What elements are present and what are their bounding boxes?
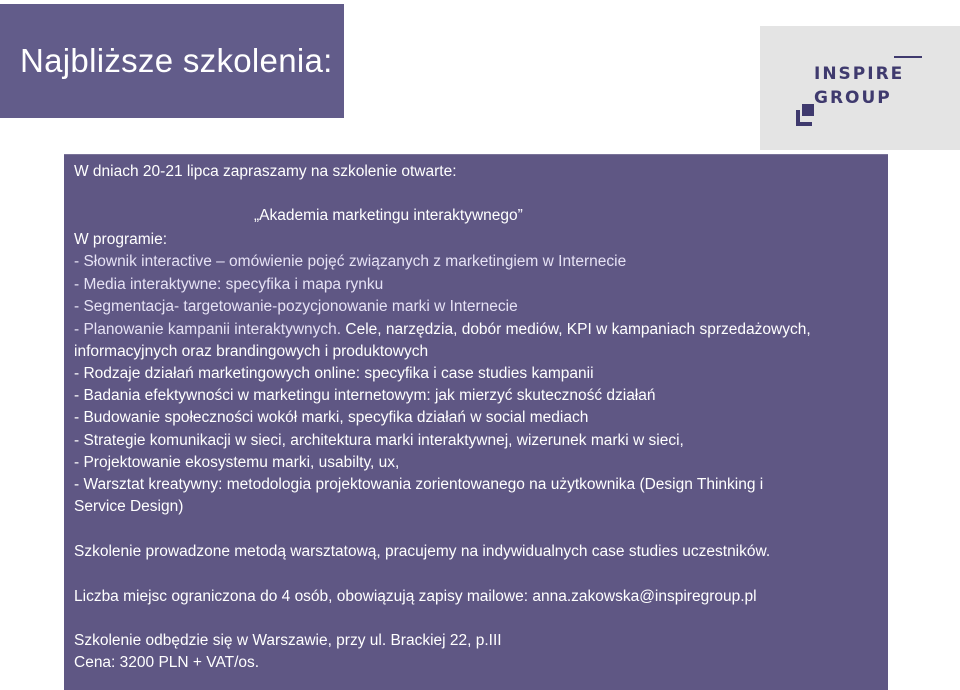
price-text: Cena: 3200 PLN + VAT/os.	[74, 654, 260, 671]
program-label: W programie:	[74, 231, 168, 248]
program-item: - Segmentacja- targetowanie-pozycjonowanie marki w Internecie	[74, 298, 518, 315]
program-item: Service Design)	[74, 498, 184, 515]
logo-text-group: GROUP	[814, 88, 892, 108]
program-item: - Media interaktywne: specyfika i mapa rynku	[74, 276, 384, 293]
location-text: Szkolenie odbędzie się w Warszawie, przy ul. Brackiej 22, p.III	[74, 632, 502, 649]
limit-text: Liczba miejsc ograniczona do 4 osób, obowiązują zapisy mailowe: anna.zakowska@inspiregroup.pl	[74, 588, 757, 605]
program-item: - Budowanie społeczności wokół marki, specyfika działań w social mediach	[74, 409, 589, 426]
course-title: „Akademia marketingu interaktywnego”	[254, 207, 523, 224]
intro-text: W dniach 20-21 lipca zapraszamy na szkolenie otwarte:	[74, 163, 457, 180]
page-title: Najbliższe szkolenia:	[20, 42, 333, 79]
program-item-planowanie-cont: informacyjnych oraz brandingowych i produktowych	[74, 343, 429, 360]
logo	[760, 26, 960, 150]
program-item: - Badania efektywności w marketingu internetowym: jak mierzyć skuteczność działań	[74, 387, 656, 404]
program-item-planowanie-detail: Cele, narzędzia, dobór mediów, KPI w kampaniach sprzedażowych,	[341, 321, 811, 338]
course-info-panel	[64, 154, 888, 690]
logo-bar	[894, 56, 922, 58]
title-banner	[0, 4, 344, 118]
program-item: - Rodzaje działań marketingowych online: specyfika i case studies kampanii	[74, 365, 594, 382]
program-item: - Projektowanie ekosystemu marki, usabilty, ux,	[74, 454, 400, 471]
program-item-planowanie	[74, 321, 811, 339]
program-item: - Warsztat kreatywny: metodologia projektowania zorientowanego na użytkownika (Design Thinking i	[74, 476, 764, 493]
program-item: - Słownik interactive – omówienie pojęć związanych z marketingiem w Internecie	[74, 253, 627, 270]
method-text: Szkolenie prowadzone metodą warsztatową, pracujemy na indywidualnych case studies uczestników.	[74, 543, 771, 560]
program-item-planowanie-head: - Planowanie kampanii interaktywnych.	[74, 321, 342, 338]
program-item: - Strategie komunikacji w sieci, architektura marki interaktywnej, wizerunek marki w sieci,	[74, 432, 684, 449]
logo-mark-icon	[796, 104, 818, 126]
logo-text-inspire: INSPIRE	[814, 64, 905, 84]
